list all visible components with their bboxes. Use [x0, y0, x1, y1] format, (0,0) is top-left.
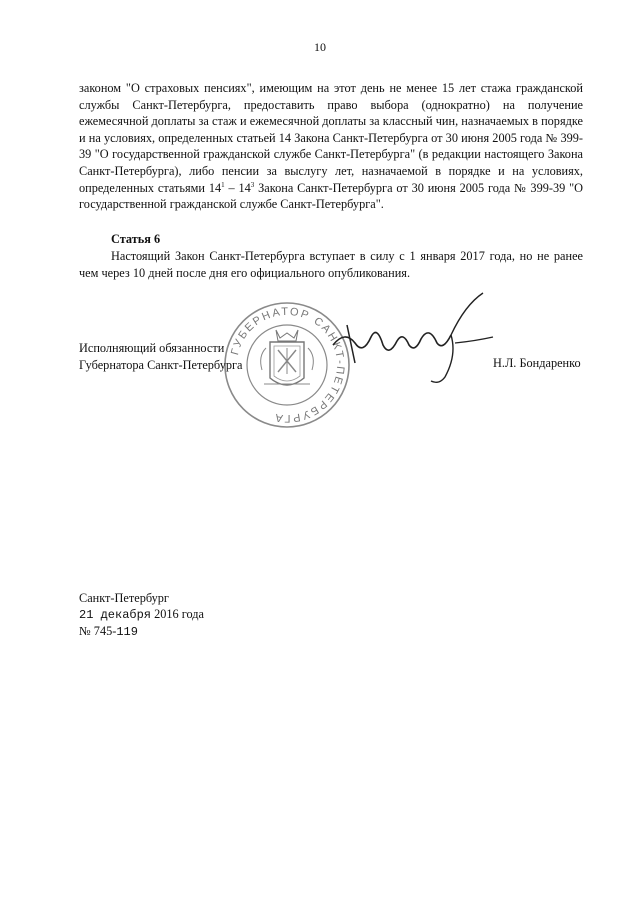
body-paragraph: [79, 80, 583, 213]
footer-number-suffix: 119: [116, 625, 138, 639]
article-text: Настоящий Закон Санкт-Петербурга вступает в силу с 1 января 2017 года, но не ранее чем через 10 дней после дня его официального опубликования.: [79, 249, 583, 280]
superscript: 1: [221, 180, 225, 189]
footer-number-prefix: № 745-: [79, 624, 117, 638]
footer-number: [79, 623, 204, 640]
signatory-name: Н.Л. Бондаренко: [493, 356, 581, 370]
superscript: 3: [250, 180, 255, 189]
seal-text: ГУБЕРНАТОР САНКТ-ПЕТЕРБУРГА: [229, 305, 347, 425]
signature-block: [79, 340, 243, 374]
body-text-part: Закона Санкт-Петербурга от 30 июня 2005 года № 399-39 "О государственной гражданской службе Санкт-Петербурга".: [79, 180, 583, 212]
signatory-title-line2: Губернатора Санкт-Петербурга: [79, 358, 243, 372]
body-text-part: законом "О страховых пенсиях", имеющим на этот день не менее 15 лет стажа гражданской службы Санкт-Петербурга, предоставить право выбора (однократно) на получение ежемесячной доплаты за стаж и ежемесячной доплаты за классный чин, назначаемых в порядке и на условиях, определенных статьей 14 Закона Санкт-Петербурга от 30 июня 2005 года № 399-39 "О государственной гражданской службе Санкт-Петербурга" (в редакции настоящего Закона Санкт-Петербурга), либо пенсии за выслугу лет, назначаемой в порядке и на условиях, определенных статьями 14: [79, 81, 583, 195]
footer-city: Санкт-Петербург: [79, 591, 169, 605]
article-heading: Статья 6: [111, 232, 161, 246]
footer-date-day-month: 21 декабря: [79, 608, 152, 622]
body-text-part: – 14: [224, 180, 251, 195]
footer-date-year: 2016 года: [151, 607, 205, 621]
footer: [79, 590, 204, 640]
signatory-title-line1: Исполняющий обязанности: [79, 341, 225, 355]
handwritten-signature: [325, 285, 500, 385]
page-number: 10: [314, 40, 326, 54]
footer-date: [79, 606, 204, 623]
